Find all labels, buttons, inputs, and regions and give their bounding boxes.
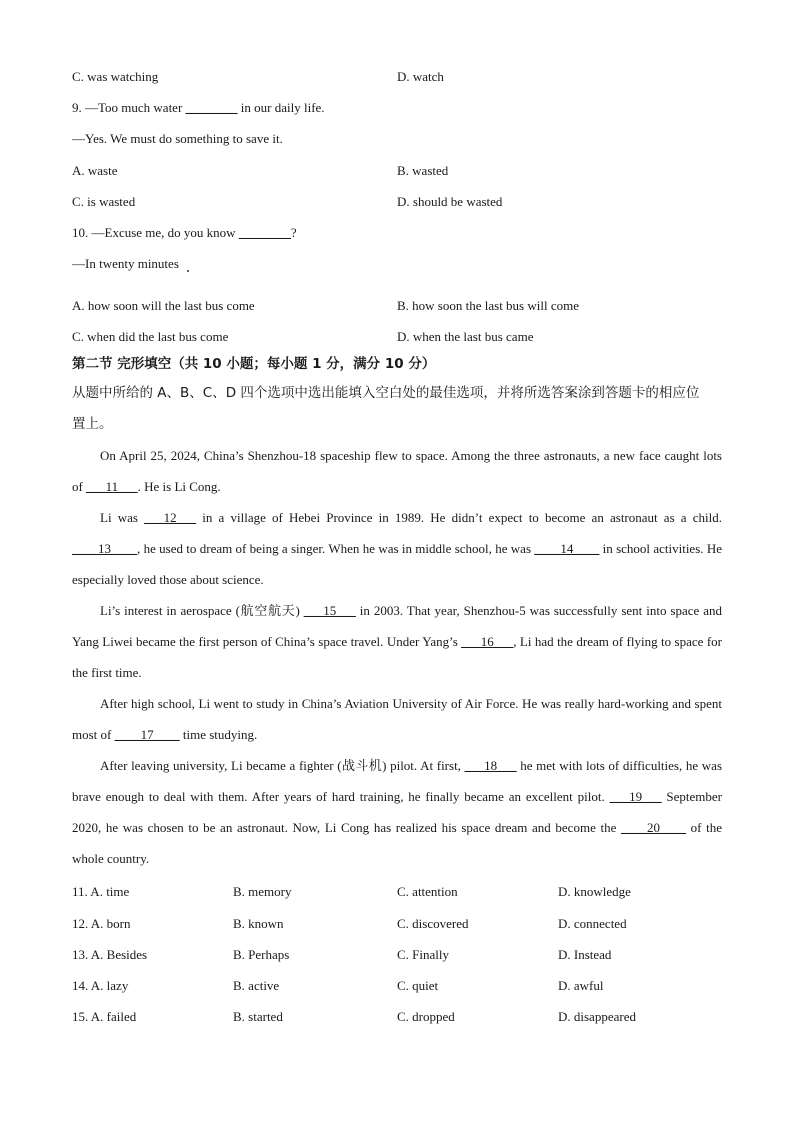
blank-15: ___15___: [303, 603, 356, 618]
blank-17: ____17____: [114, 727, 180, 742]
q10-stem-pre: 10. —Excuse me, do you know: [72, 225, 239, 240]
blank-20: ____20____: [621, 820, 686, 835]
passage-paragraph-2: Li was ___12___ in a village of Hebei Province in 1989. He didn’t expect to become an astronaut as a child. ____13____, he used to dream of being a singer. When he was in middle school, he was ____14____ in school activities. He especially loved those about science.: [72, 510, 722, 587]
choice-11-c: C. attention: [397, 884, 458, 899]
blank-13: ____13____: [72, 541, 137, 556]
q8-option-d: D. watch: [397, 69, 444, 84]
q10-stem: [72, 225, 297, 241]
stray-dot: [187, 270, 189, 272]
choice-12-c: C. discovered: [397, 916, 469, 931]
q9-option-a: A. waste: [72, 163, 118, 178]
choice-13-d: D. Instead: [558, 947, 612, 962]
choice-14-c: C. quiet: [397, 978, 439, 993]
q10-stem-post: ?: [290, 225, 297, 240]
passage-paragraph-4: After high school, Li went to study in China’s Aviation University of Air Force. He was really hard-working and spent most of ____17____ time studying.: [72, 696, 722, 742]
q10-option-c: C. when did the last bus come: [72, 329, 229, 344]
cloze-passage: [72, 440, 722, 874]
choice-11-d: D. knowledge: [558, 884, 631, 899]
q9-stem-pre: 9. —Too much water: [72, 100, 186, 115]
section-instruction-line2: 置上。: [72, 416, 113, 432]
choice-14-a: 14. A. lazy: [72, 978, 129, 993]
q10-option-b: B. how soon the last bus will come: [397, 298, 579, 313]
choice-14-b: B. active: [233, 978, 280, 993]
choice-13-a: 13. A. Besides: [72, 947, 148, 962]
q9-option-d: D. should be wasted: [397, 194, 503, 209]
choice-15-c: C. dropped: [397, 1009, 455, 1024]
choice-12-b: B. known: [233, 916, 284, 931]
section-instruction-line1: 从题中所给的 A、B、C、D 四个选项中选出能填入空白处的最佳选项，并将所选答案涂到答题卡的相应位: [72, 385, 700, 401]
q9-blank: ________: [185, 100, 238, 115]
q9-reply: —Yes. We must do something to save it.: [72, 131, 283, 146]
choice-11-a: 11. A. time: [72, 884, 130, 899]
choice-15-a: 15. A. failed: [72, 1009, 137, 1024]
q9-option-c: C. is wasted: [72, 194, 136, 209]
choice-12-a: 12. A. born: [72, 916, 131, 931]
section-title: 第二节 完形填空（共 10 小题；每小题 1 分，满分 10 分）: [72, 356, 436, 372]
passage-paragraph-5: After leaving university, Li became a fighter (战斗机) pilot. At first, ___18___ he met with lots of difficulties, he was brave enough to deal with them. After years of hard training, he finally became an excellent pilot. ___19___ September 2020, he was chosen to be an astronaut. Now, Li Cong has realized his space dream and become the ____20____ of the whole country.: [72, 758, 723, 866]
blank-11: ___11___: [86, 479, 138, 494]
q10-reply: —In twenty minutes: [72, 256, 179, 271]
choice-13-c: C. Finally: [397, 947, 450, 962]
q10-option-d: D. when the last bus came: [397, 329, 534, 344]
choice-11-b: B. memory: [233, 884, 292, 899]
q9-stem-post: in our daily life.: [237, 100, 325, 115]
choice-14-d: D. awful: [558, 978, 604, 993]
blank-14: ____14____: [534, 541, 600, 556]
q8-option-c: C. was watching: [72, 69, 159, 84]
blank-19: ___19___: [609, 789, 662, 804]
choice-13-b: B. Perhaps: [233, 947, 290, 962]
q9-option-b: B. wasted: [397, 163, 449, 178]
blank-12: ___12___: [144, 510, 197, 525]
choice-15-b: B. started: [233, 1009, 283, 1024]
q9-stem: [72, 100, 325, 116]
blank-18: ___18___: [464, 758, 517, 773]
passage-paragraph-3: Li’s interest in aerospace (航空航天) ___15___ in 2003. That year, Shenzhou-5 was successfully sent into space and Yang Liwei became the first person of China’s space travel. Under Yang’s ___16___, Li had the dream of flying to space for the first time.: [72, 603, 722, 680]
blank-16: ___16___: [461, 634, 514, 649]
q10-option-a: A. how soon will the last bus come: [72, 298, 255, 313]
passage-paragraph-1: On April 25, 2024, China’s Shenzhou-18 spaceship flew to space. Among the three astronauts, a new face caught lots of ___11___. He is Li Cong.: [72, 448, 722, 494]
choice-15-d: D. disappeared: [558, 1009, 636, 1024]
choice-12-d: D. connected: [558, 916, 627, 931]
q10-blank: ________: [238, 225, 291, 240]
